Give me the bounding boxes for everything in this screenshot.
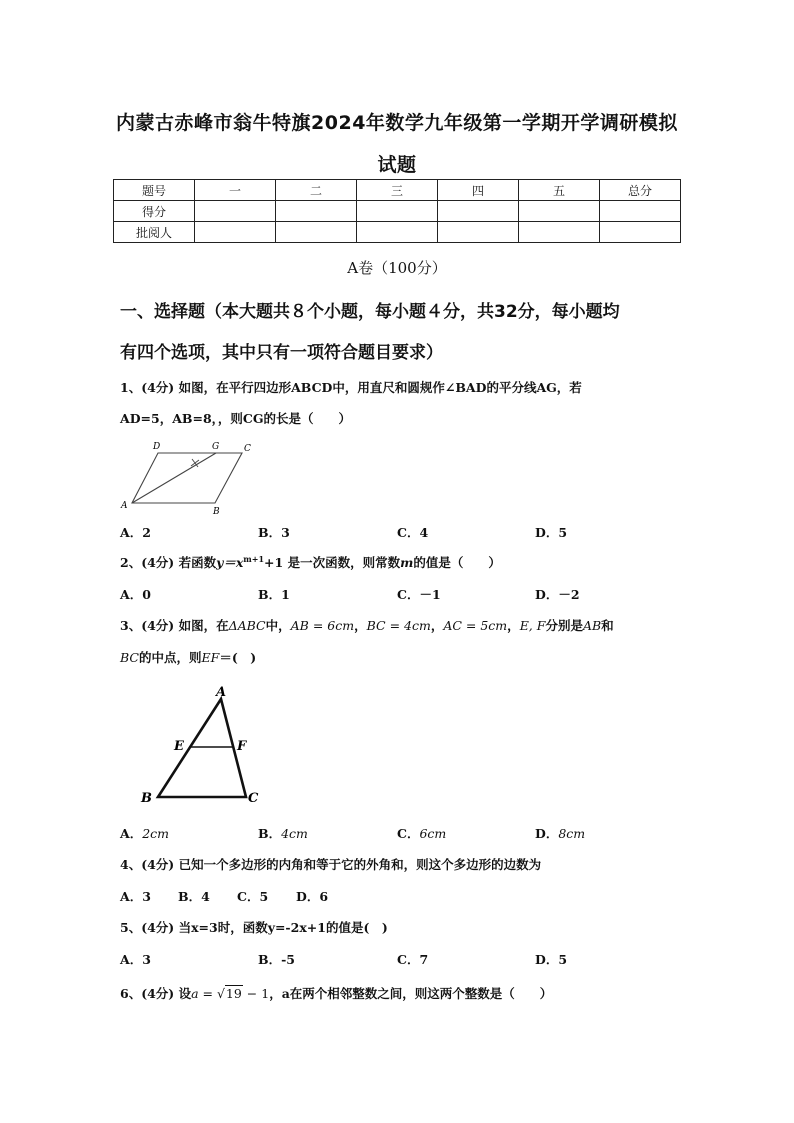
q3-option-c-letter: C． (397, 826, 420, 841)
question-2-text (120, 553, 501, 571)
question-3-text (120, 616, 614, 634)
score-cell (519, 222, 600, 243)
score-table-row (114, 201, 681, 222)
score-header-cell: 一 (195, 180, 276, 201)
question-1-text: 1、(4分) 如图，在平行四边形ABCD中，用直尺和圆规作∠BAD的平分线AG，若 (120, 380, 582, 395)
question-1-text-cont: AD=5，AB=8，，则CG的长是（ ） (120, 411, 352, 426)
label-e: E (174, 739, 184, 754)
label-f: F (237, 739, 247, 754)
exam-title-cont: 试题 (377, 154, 417, 176)
q6-prefix: 6、(4分) 设 (120, 986, 192, 1001)
sqrt-symbol: √ (216, 986, 225, 1001)
score-cell (276, 222, 357, 243)
q3-and: 和 (601, 618, 614, 633)
q3-option-a (120, 824, 169, 842)
score-table (113, 179, 681, 243)
q2-option-d: D．－2 (535, 587, 580, 602)
q5-option-b: B．-5 (258, 952, 295, 967)
q1-option-a: A．2 (120, 525, 151, 540)
q5-option-c: C．7 (397, 952, 429, 967)
q2-function: y＝x (216, 555, 244, 570)
q3-option-d (535, 824, 585, 842)
label-b: B (141, 791, 152, 806)
score-header-cell: 题号 (114, 180, 195, 201)
triangle-figure (138, 684, 268, 808)
score-cell (600, 201, 681, 222)
score-header-cell: 五 (519, 180, 600, 201)
question-4-text: 4、(4分) 已知一个多边形的内角和等于它的外角和，则这个多边形的边数为 (120, 857, 542, 872)
label-g: G (212, 442, 220, 452)
label-a: A (216, 685, 227, 700)
q3-line2-bc: BC (120, 650, 139, 665)
score-cell (195, 222, 276, 243)
score-cell (438, 222, 519, 243)
q3-ef-vars: E, F (519, 618, 546, 633)
q3-prefix: 3、(4分) 如图，在 (120, 618, 229, 633)
q3-option-a-letter: A． (120, 826, 143, 841)
q3-option-c (397, 824, 446, 842)
q2-prefix: 2、(4分) 若函数 (120, 555, 217, 570)
q1-option-d: D．5 (535, 525, 568, 540)
q3-mid1: 中， (265, 618, 291, 633)
q1-option-b: B．3 (258, 525, 290, 540)
q3-option-b-letter: B． (258, 826, 282, 841)
score-cell (357, 201, 438, 222)
score-header-cell: 总分 (600, 180, 681, 201)
q2-suffix-pre: 是一次函数，则常数 (287, 555, 401, 570)
section-heading-cont: 有四个选项，其中只有一项符合题目要求） (120, 343, 443, 363)
question-3-text-cont (120, 648, 256, 666)
q4-option-c: C．5 (237, 889, 269, 904)
label-c: C (248, 791, 259, 806)
q2-function-tail: +1 (264, 555, 284, 570)
q1-option-c: C．4 (397, 525, 429, 540)
exam-title: 内蒙古赤峰市翁牛特旗2024年数学九年级第一学期开学调研模拟 (116, 112, 678, 134)
score-cell (600, 222, 681, 243)
q6-expr-a: a = (191, 986, 217, 1001)
q2-suffix-post: 的值是（ ） (413, 555, 501, 570)
score-cell (195, 201, 276, 222)
q3-option-b-value: 4cm (281, 826, 308, 841)
q5-option-a: A．3 (120, 952, 151, 967)
parallelogram-shape (132, 453, 242, 503)
score-table-row (114, 222, 681, 243)
q3-line2-tail: ＝( ) (219, 650, 257, 665)
section-a-label: A卷（100分） (347, 259, 447, 277)
q2-exponent: m+1 (243, 553, 265, 564)
label-b: B (213, 507, 220, 516)
q6-suffix: ，a在两个相邻整数之间，则这两个整数是（ ） (269, 986, 553, 1001)
label-c: C (244, 444, 251, 454)
q3-line2-mid: 的中点，则 (138, 650, 202, 665)
label-d: D (153, 442, 161, 452)
score-cell (276, 201, 357, 222)
q3-sep2: ， (430, 618, 444, 633)
q3-option-c-value: 6cm (419, 826, 447, 841)
q2-option-b: B．1 (258, 587, 290, 602)
q3-sep3: ， (507, 618, 520, 633)
score-header-cell: 二 (276, 180, 357, 201)
question-5-text: 5、(4分) 当x=3时，函数y=-2x+1的值是( ) (120, 920, 388, 935)
q5-option-d: D．5 (535, 952, 568, 967)
section-heading: 一、选择题（本大题共８个小题，每小题４分，共32分，每小题均 (120, 302, 620, 322)
score-header-cell: 三 (357, 180, 438, 201)
q6-expr-tail: − 1 (242, 986, 270, 1001)
score-header-cell: 四 (438, 180, 519, 201)
score-row-label: 批阅人 (114, 222, 195, 243)
q3-option-a-value: 2cm (142, 826, 170, 841)
q3-sep1: ， (354, 618, 367, 633)
q3-ac: AC = 5cm (443, 618, 508, 633)
q2-var: m (400, 555, 414, 570)
score-cell (357, 222, 438, 243)
q4-option-b: B．4 (178, 889, 210, 904)
triangle-shape (158, 699, 246, 797)
q3-triangle: ΔABC (228, 618, 266, 633)
score-cell (438, 201, 519, 222)
q6-radicand: 19 (225, 986, 242, 1001)
score-cell (519, 201, 600, 222)
q3-option-b (258, 824, 308, 842)
q2-option-a: A．0 (120, 587, 151, 602)
label-a: A (121, 501, 128, 511)
q3-option-d-letter: D． (535, 826, 559, 841)
question-6-text (120, 984, 552, 1002)
q2-option-c: C．－1 (397, 587, 441, 602)
score-row-label: 得分 (114, 201, 195, 222)
parallelogram-figure (118, 438, 258, 516)
q3-mid2: 分别是 (545, 618, 583, 633)
score-table-header-row (114, 180, 681, 201)
q3-option-d-value: 8cm (558, 826, 586, 841)
q3-ab: AB = 6cm (290, 618, 355, 633)
q3-ab2: AB (582, 618, 602, 633)
q4-option-d: D．6 (296, 889, 329, 904)
q4-option-a: A．3 (120, 889, 151, 904)
q3-line2-ef: EF (201, 650, 220, 665)
q3-bc: BC = 4cm (366, 618, 431, 633)
